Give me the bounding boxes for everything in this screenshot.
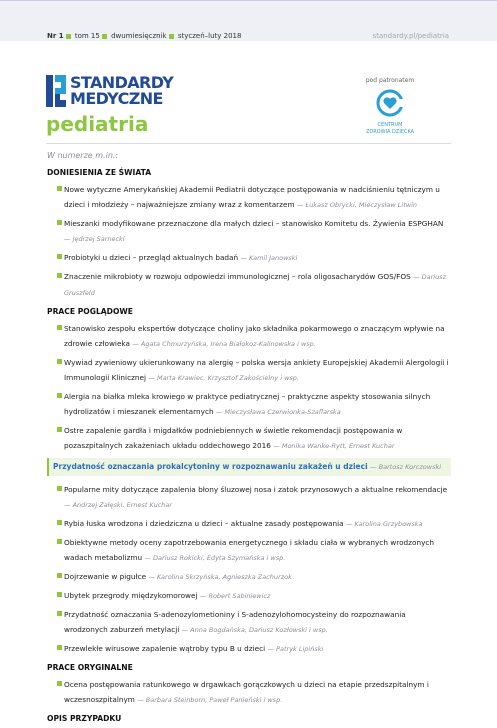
logo-word-medyczne: MEDYCZNE xyxy=(70,89,163,108)
article-authors: — Monika Wanke-Rytt, Ernest Kuchar xyxy=(273,442,395,450)
featured-article-title: Przydatność oznaczania prokalcytoniny w rozpoznawaniu zakażeń u dzieci xyxy=(53,462,368,471)
list-item[interactable] xyxy=(47,355,451,386)
bullet-square-icon xyxy=(57,186,62,191)
bullet-square-icon xyxy=(57,254,62,259)
bullet-square-icon xyxy=(57,273,62,278)
list-item[interactable] xyxy=(47,182,451,213)
bullet-square-icon xyxy=(57,486,62,491)
article-authors: — Barbara Steinborn, Paweł Panieński i wsp. xyxy=(137,696,283,704)
article-authors: — Robert Sabiniewicz xyxy=(199,592,271,600)
bullet-square-icon xyxy=(66,34,71,39)
article-authors: — Karolina Grzybowska xyxy=(345,520,423,528)
list-item[interactable] xyxy=(47,516,451,532)
article-authors: — Łukasz Obrycki, Mieczysław Litwin xyxy=(296,201,418,209)
bullet-square-icon xyxy=(57,681,62,686)
list-item[interactable] xyxy=(47,216,451,247)
list-item[interactable] xyxy=(47,607,451,638)
article-title: Przewlekłe wirusowe zapalenie wątroby typu B u dzieci xyxy=(64,644,266,653)
section-heading: PRACE POGLĄDOWE xyxy=(47,307,133,316)
article-title: Rybia łuska wrodzona i dziedziczna u dzieci – aktualne zasady postępowania xyxy=(64,519,344,528)
bullet-square-icon xyxy=(57,611,62,616)
patronage-box xyxy=(358,77,422,136)
list-item[interactable] xyxy=(47,423,451,454)
list-item[interactable] xyxy=(47,677,451,708)
article-authors: — Mieczysława Czerwionka-Szaflarska xyxy=(215,408,341,416)
featured-article[interactable] xyxy=(47,458,451,476)
bullet-square-icon xyxy=(57,325,62,330)
list-item[interactable] xyxy=(47,482,451,513)
list-item[interactable] xyxy=(47,569,451,585)
volume: tom 15 xyxy=(74,32,100,40)
article-title: Przydatność oznaczania S-adenozylometioniny i S-adenozylohomocysteiny do rozpoznawania wrodzonych zaburzeń metylacji xyxy=(64,610,406,634)
list-item[interactable] xyxy=(47,641,451,657)
section-heading: OPIS PRZYPADKU xyxy=(47,714,122,723)
standardy-medyczne-logo xyxy=(46,73,196,109)
journal-title: pediatria xyxy=(46,112,149,136)
article-title: Probiotyki u dzieci – przegląd aktualnych badań xyxy=(64,253,239,262)
article-title: Obiektywne metody oceny zapotrzebowania energetycznego i składu ciała w wybranych wrodzonych wadach metabolizmu xyxy=(64,538,435,562)
bullet-square-icon xyxy=(169,34,174,39)
bullet-square-icon xyxy=(57,520,62,525)
czd-heart-logo-icon xyxy=(375,88,405,118)
article-authors: — Karolina Skrzyńska, Agnieszka Zachurzok xyxy=(148,573,292,581)
header-bar xyxy=(0,0,497,41)
bullet-square-icon xyxy=(57,645,62,650)
article-title: Dojrzewanie w pigułce xyxy=(64,572,147,581)
bullet-square-icon xyxy=(57,592,62,597)
list-item[interactable] xyxy=(47,535,451,566)
site-url[interactable]: standardy.pl/pediatria xyxy=(372,32,449,40)
bullet-square-icon xyxy=(57,220,62,225)
bullet-square-icon xyxy=(57,359,62,364)
featured-article-authors: — Bartosz Korczowski xyxy=(370,463,442,471)
article-authors: — Kamil Janowski xyxy=(240,254,298,262)
frequency: dwumiesięcznik xyxy=(111,32,167,40)
bullet-square-icon xyxy=(102,34,107,39)
issue-number: Nr 1 xyxy=(47,32,64,40)
article-title: Popularne mity dotyczące zapalenia błony śluzowej nosa i zatok przynosowych a aktualne rekomendacje xyxy=(64,485,448,494)
toc-intro: W numerze m.in.: xyxy=(47,151,119,160)
article-authors: — Marta Krawiec, Krzysztof Zakościelny i wsp. xyxy=(148,374,299,382)
patron-name-line1: CENTRUM xyxy=(377,122,403,128)
article-title: Ubytek przegrody międzykomorowej xyxy=(64,591,198,600)
list-item[interactable] xyxy=(47,588,451,604)
logo-mark-icon xyxy=(46,75,66,107)
article-authors: — Andrzej Załęski, Ernest Kuchar xyxy=(64,501,173,509)
article-title: Alergia na białka mleka krowiego w praktyce pediatrycznej – praktyczne aspekty stosowania silnych hydrolizatów i mieszanek elementarnych xyxy=(64,392,431,416)
issue-meta xyxy=(47,32,241,41)
article-title: Stanowisko zespołu ekspertów dotyczące choliny jako składnika pokarmowego o znaczącym wpływie na zdrowie człowieka xyxy=(64,324,445,348)
article-authors: — Dariusz Rokicki, Edyta Szymańska i wsp. xyxy=(144,554,286,562)
list-item[interactable] xyxy=(47,269,451,301)
logo-word-standardy: STANDARDY xyxy=(70,73,174,92)
list-item[interactable] xyxy=(47,321,451,352)
article-title: Ostre zapalenie gardła i migdałków podniebiennych w świetle rekomendacji postępowania w pozaszpitalnych zakażeniach układu oddechowego 2016 xyxy=(64,426,403,450)
article-authors: — Dariusz Gruszfeld xyxy=(64,273,447,297)
section-heading: PRACE ORYGINALNE xyxy=(47,663,133,672)
list-item[interactable] xyxy=(47,250,451,266)
article-authors: — Jędrzej Sarnecki xyxy=(64,235,125,243)
bullet-square-icon xyxy=(57,539,62,544)
section-heading: DONIESIENIA ZE ŚWIATA xyxy=(47,168,152,177)
article-authors: — Patryk Lipiński xyxy=(267,645,324,653)
bullet-square-icon xyxy=(57,573,62,578)
article-title: Znaczenie mikrobioty w rozwoju odpowiedzi immunologicznej – rola oligosacharydów GOS/FOS xyxy=(64,272,411,281)
list-item[interactable] xyxy=(47,389,451,420)
patronage-label: pod patronatem xyxy=(365,77,415,84)
period: styczeń–luty 2018 xyxy=(177,32,242,40)
article-title: Nowe wytyczne Amerykańskiej Akademii Pediatrii dotyczące postępowania w nadciśnieniu tętniczym u dzieci i młodzieży – najważniejsze zmiany wraz z komentarzem xyxy=(64,185,440,209)
article-title: Mieszanki modyfikowane przeznaczone dla małych dzieci – stanowisko Komitetu ds. Żywienia ESPGHAN xyxy=(64,219,444,228)
table-of-contents xyxy=(47,148,451,728)
article-title: Ocena postępowania ratunkowego w drgawkach gorączkowych u dzieci na etapie przedszpitalnym i wczesnoszpitalnym xyxy=(64,680,429,704)
bullet-square-icon xyxy=(57,393,62,398)
article-authors: — Anna Bogdańska, Dariusz Kozłowski i wsp. xyxy=(181,626,328,634)
article-authors: — Agata Chmurzyńska, Irena Białokoz-Kalinowska i wsp. xyxy=(132,340,316,348)
patron-name-line2: ZDROWIA DZIECKA xyxy=(365,129,415,135)
bullet-square-icon xyxy=(57,427,62,432)
divider xyxy=(46,143,451,144)
article-title: Wywiad zywieniowy ukierunkowany na alergię – polska wersja ankiety Europejskiej Akademii Alergologii i Immunologii Klinicznej xyxy=(64,358,449,382)
